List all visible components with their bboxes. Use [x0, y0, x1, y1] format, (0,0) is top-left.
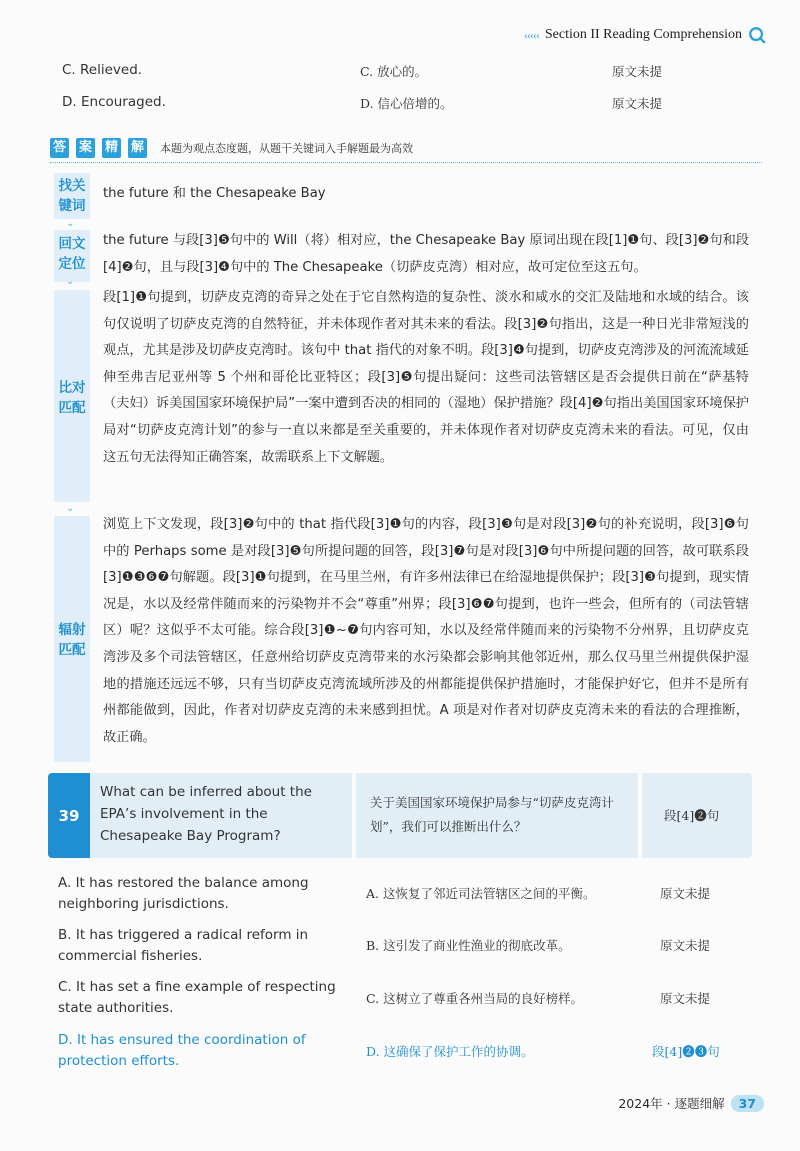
answer-option-c-ref: 原文未提	[660, 991, 711, 1006]
answer-option-b-cn: B. 这引发了商业性渔业的彻底改革。	[366, 938, 571, 953]
answer-option-b: B. It has triggered a radical reform in commercial fisheries.	[58, 927, 309, 964]
banner-char: 解	[128, 138, 147, 158]
step-text-compare: 段[1]❶句提到，切萨皮克湾的奇异之处在于它自然构造的复杂性、淡水和咸水的交汇及陆地和水域的结合。该句仅说明了切萨皮克湾的自然特征，并未体现作者对其未来的看法。段[3]❷句指出，这是一种日光非常短浅的观点，尤其是涉及切萨皮克湾时。该句中 that 指代的对象不明。段[3]❹句提到，切萨皮克湾涉及的河流流域延伸至弗吉尼亚州等 5 个州和哥伦比亚特区；段[3]❺句提出疑问：这些司法管辖区是否会提供日前在“萨基特（夫妇）诉美国国家环境保护局”一案中遭到否决的相同的（湿地）保护措施？段[4]❷句指出美国国家环境保护局对“切萨皮克湾计划”的参与一直以来都是至关重要的，并未体现作者对切萨皮克湾未来的看法。可见，仅由这五句无法得知正确答案，故需联系上下文解题。	[103, 290, 749, 465]
step-text-keywords: the future 和 the Chesapeake Bay	[103, 186, 326, 201]
question-cn-box	[356, 773, 638, 858]
analysis-banner	[50, 138, 413, 158]
question-ref: 段[4]❷句	[664, 808, 720, 823]
answer-option-d-ref: 段[4]❷❸句	[652, 1044, 720, 1059]
banner-char: 精	[102, 138, 121, 158]
answer-option-d-correct: D. It has ensured the coordination of protection efforts.	[58, 1032, 306, 1069]
step-text-locate: the future 与段[3]❺句中的 Will（将）相对应，the Chesapeake Bay 原词出现在段[1]❶句、段[3]❷句和段[4]❷句，且与段[3]❹句中的 The Chesapeake（切萨皮克湾）相对应，故可定位至这五句。	[103, 233, 749, 275]
dotted-divider	[50, 162, 762, 163]
answer-option-a-ref: 原文未提	[660, 886, 711, 901]
chevron-down-icon: ⌄	[66, 218, 75, 229]
page-footer	[618, 1094, 764, 1112]
banner-char: 案	[76, 138, 95, 158]
question-cn: 关于美国国家环境保护局参与“切萨皮克湾计划”，我们可以推断出什么？	[370, 795, 614, 834]
arrows-decoration: ‹‹‹‹‹	[523, 27, 539, 42]
answer-option-d-cn: D. 这确保了保护工作的协调。	[366, 1044, 534, 1059]
prev-option-ref: 原文未提	[612, 96, 663, 111]
prev-option-en: D. Encouraged.	[62, 94, 166, 110]
step-label-keywords: 找关键词	[58, 178, 86, 214]
answer-option-c: C. It has set a fine example of respecting state authorities.	[58, 979, 336, 1016]
footer-label: 2024年 · 逐题细解	[618, 1096, 725, 1111]
chevron-down-icon: ⌄	[66, 503, 75, 514]
answer-option-c-cn: C. 这树立了尊重各州当局的良好榜样。	[366, 991, 584, 1006]
section-header	[524, 26, 766, 44]
answer-option-a: A. It has restored the balance among neighboring jurisdictions.	[58, 875, 309, 912]
step-text-radiate: 浏览上下文发现，段[3]❷句中的 that 指代段[3]❶句的内容，段[3]❸句是对段[3]❷句的补充说明，段[3]❻句中的 Perhaps some 是对段[3]❺句所提问题的回答，段[3]❼句是对段[3]❻句中所提问题的回答，故可联系段[3]❶❸❻❼句解题。段[3]❶句提到，在马里兰州，有许多州法律已在给湿地提供保护；段[3]❸句提到，现实情况是，水以及经常伴随而来的污染物并不会“尊重”州界；段[3]❻❼句提到，也许一些会，但所有的（司法管辖区）呢？这似乎不太可能。综合段[3]❶~❼句内容可知，水以及经常伴随而来的污染物不分州界，且切萨皮克湾涉及多个司法管辖区，任意州给切萨皮克湾带来的水污染都会影响其他邻近州，那么仅马里兰州提供保护湿地的措施还远远不够，只有当切萨皮克湾流域所涉及的州都能提供保护措施时，才能保护好它，但并不是所有州都能做到，因此，作者对切萨皮克湾的未来感到担忧。A 项是对作者对切萨皮克湾未来的看法的合理推断，故正确。	[103, 517, 749, 745]
question-number: 39	[48, 773, 90, 858]
step-label-radiate: 辐射匹配	[58, 622, 86, 658]
question-en-box	[90, 773, 352, 858]
prev-option-cn: C. 放心的。	[360, 64, 428, 79]
question-ref-box	[642, 773, 752, 858]
banner-char: 答	[50, 138, 69, 158]
step-label-compare: 比对匹配	[58, 380, 86, 416]
prev-option-ref: 原文未提	[612, 64, 663, 79]
answer-option-b-ref: 原文未提	[660, 938, 711, 953]
question-en: What can be inferred about the EPA’s involvement in the Chesapeake Bay Program?	[100, 784, 312, 844]
section-title: Section II Reading Comprehension	[544, 27, 742, 42]
prev-option-cn: D. 信心倍增的。	[360, 96, 453, 111]
chevron-down-icon: ⌄	[66, 276, 75, 287]
banner-description: 本题为观点态度题，从题干关键词入手解题最为高效	[160, 142, 413, 155]
step-label-locate: 回文定位	[58, 236, 86, 272]
prev-option-en: C. Relieved.	[62, 62, 143, 78]
page-number: 37	[731, 1095, 764, 1112]
search-icon	[748, 26, 766, 44]
answer-option-a-cn: A. 这恢复了邻近司法管辖区之间的平衡。	[366, 886, 596, 901]
